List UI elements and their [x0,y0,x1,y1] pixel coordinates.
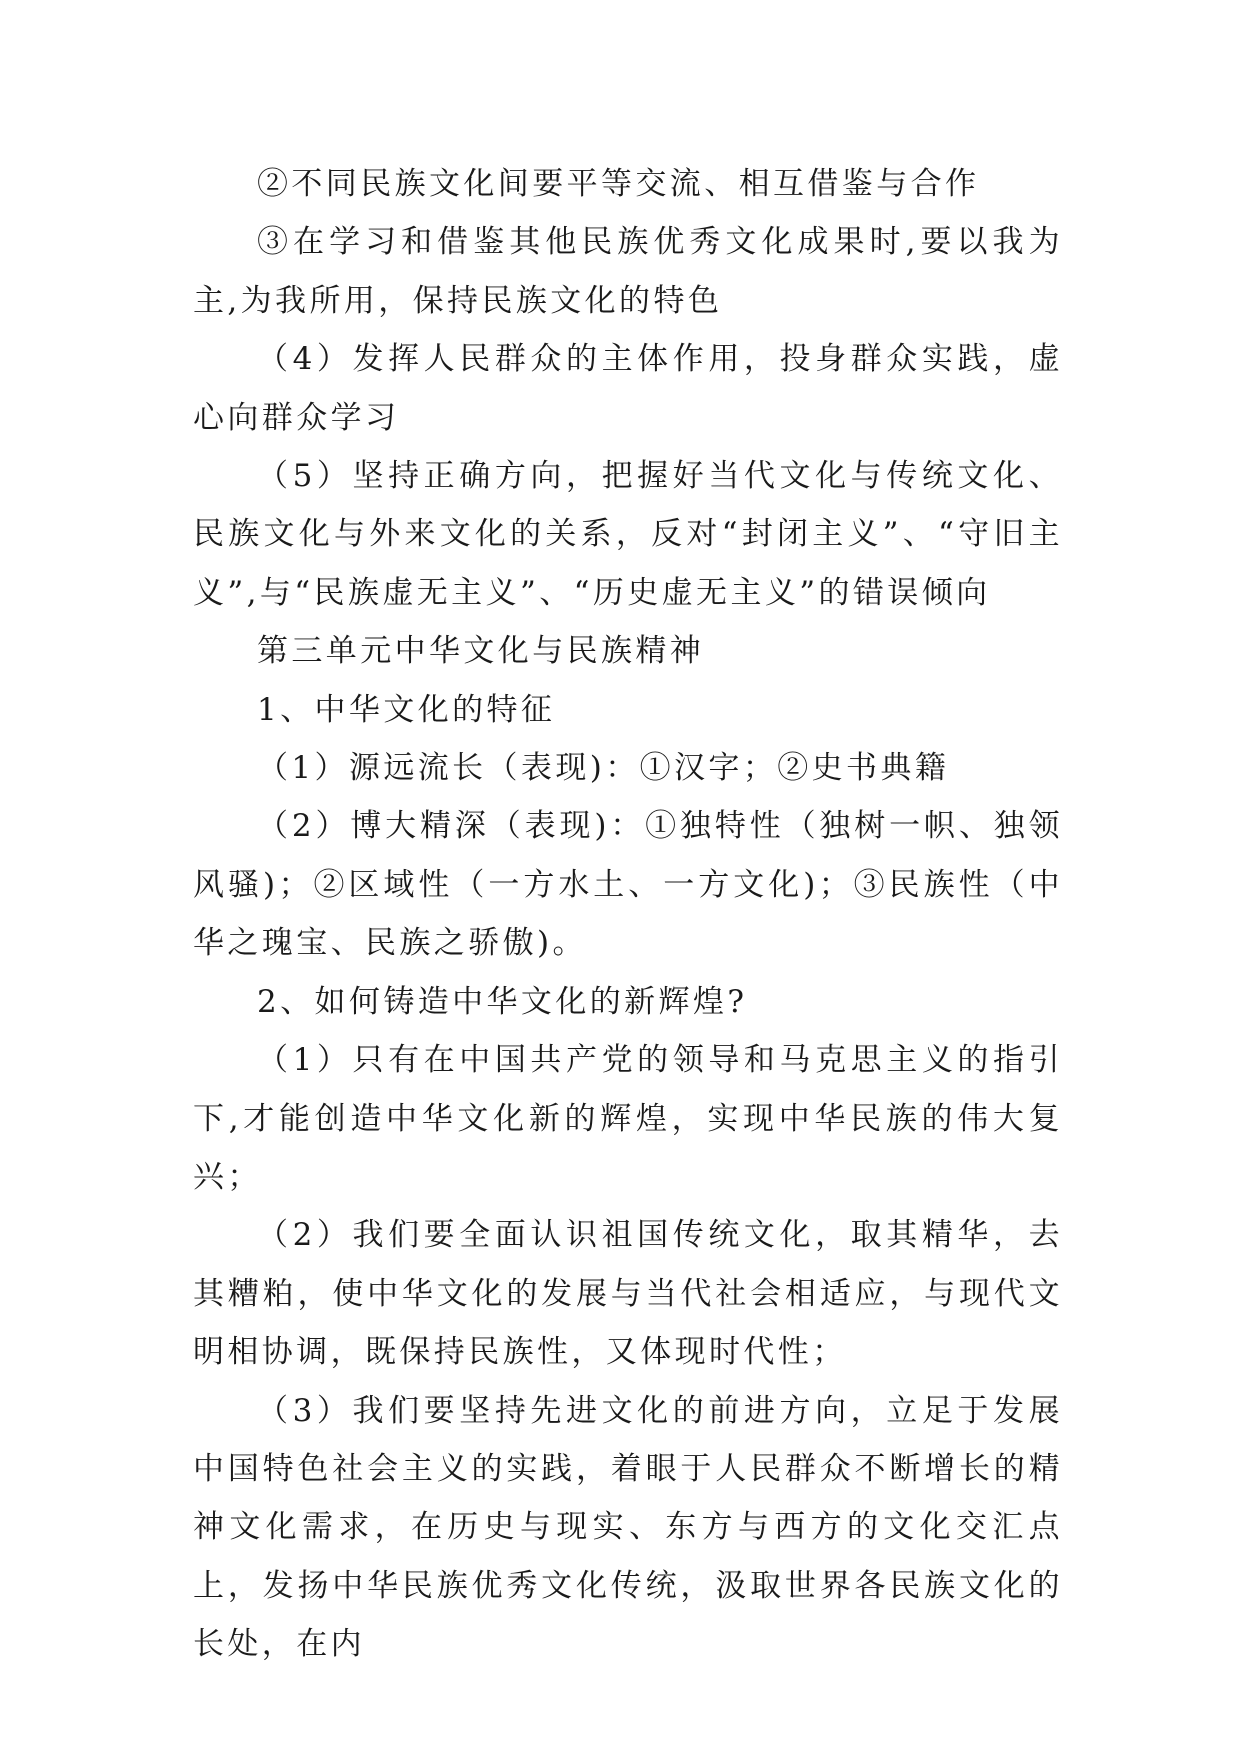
paragraph: （1）源远流长（表现)：①汉字；②史书典籍 [257,750,950,787]
subsection-heading: 1、中华文化的特征 [257,691,556,728]
section-heading: 第三单元中华文化与民族精神 [257,633,705,670]
subsection-heading: 2、如何铸造中华文化的新辉煌? [257,983,748,1020]
paragraph: ②不同民族文化间要平等交流、相互借鉴与合作 [257,166,980,202]
paragraph: （2）博大精深（表现)：①独特性（独树一帜、独领风骚)；②区域性（一方水土、一方文化)；③民族性（中华之瑰宝、民族之骄傲)。 [193,808,1063,962]
document-body [193,155,1063,1674]
paragraph: （3）我们要坚持先进文化的前进方向，立足于发展中国特色社会主义的实践，着眼于人民群众不断增长的精神文化需求，在历史与现实、东方与西方的文化交汇点上，发扬中华民族优秀文化传统，汲取世界各民族文化的长处，在内 [193,1392,1063,1663]
paragraph: （4）发挥人民群众的主体作用，投身群众实践，虚心向群众学习 [193,341,1063,436]
paragraph: （5）坚持正确方向，把握好当代文化与传统文化、民族文化与外来文化的关系，反对“封闭主义”、“守旧主义”,与“民族虚无主义”、“历史虚无主义”的错误倾向 [193,458,1063,611]
paragraph: （1）只有在中国共产党的领导和马克思主义的指引下,才能创造中华文化新的辉煌，实现中华民族的伟大复兴； [193,1042,1063,1195]
paragraph: （2）我们要全面认识祖国传统文化，取其精华，去其糟粕，使中华文化的发展与当代社会相适应，与现代文明相协调，既保持民族性，又体现时代性； [193,1217,1063,1371]
paragraph: ③在学习和借鉴其他民族优秀文化成果时,要以我为主,为我所用，保持民族文化的特色 [193,224,1063,319]
